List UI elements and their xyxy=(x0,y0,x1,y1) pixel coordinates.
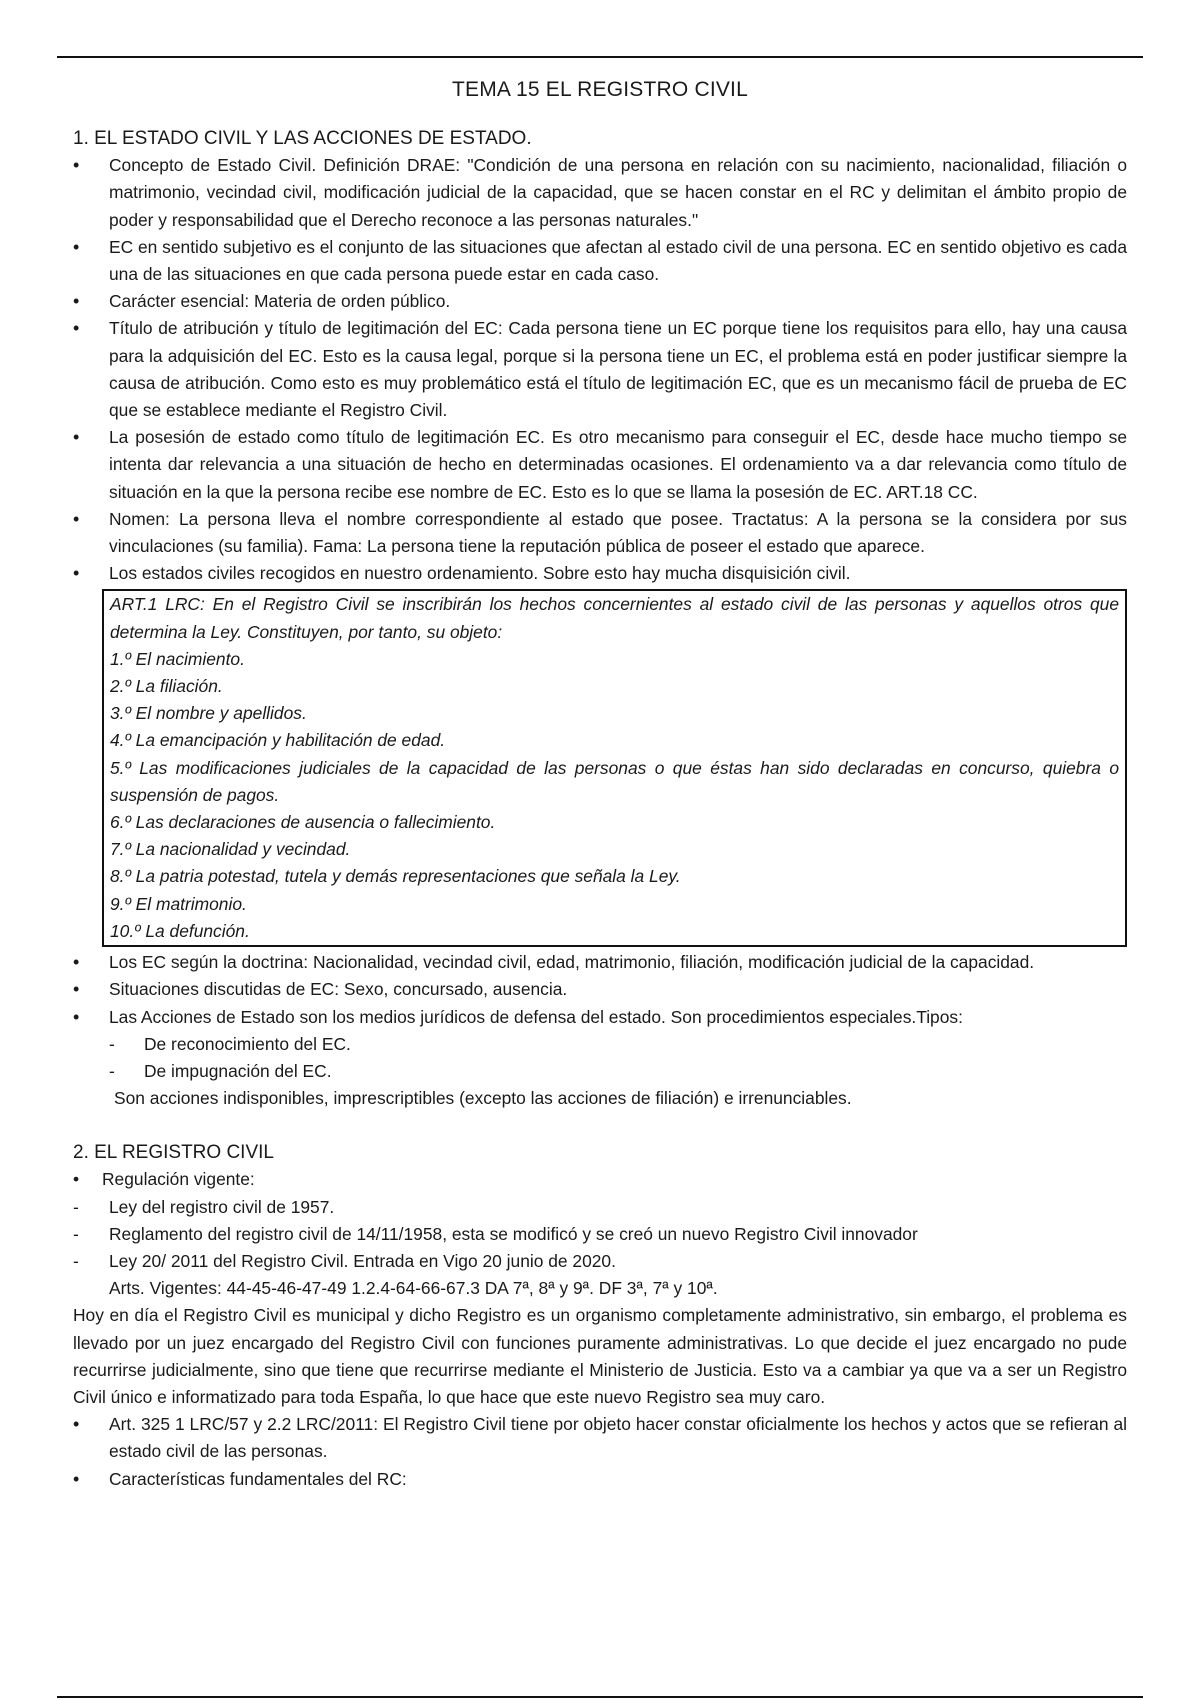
list-item: • Los estados civiles recogidos en nuestro ordenamiento. Sobre esto hay mucha disquisición civil. xyxy=(73,560,1127,587)
list-item: • EC en sentido subjetivo es el conjunto de las situaciones que afectan al estado civil de una persona. EC en sentido objetivo es cada una de las situaciones en que cada persona puede estar en cada caso. xyxy=(73,234,1127,288)
list-item: • Título de atribución y título de legitimación del EC: Cada persona tiene un EC porque tiene los requisitos para ello, hay una causa para la adquisición del EC. Esto es la causa legal, porque si la persona tiene un EC, el problema está en poder justificar siempre la causa de atribución. Como esto es muy problemático está el título de legitimación EC, que es un mecanismo fácil de prueba de EC que se establece mediante el Registro Civil. xyxy=(73,315,1127,424)
list-item: • Carácter esencial: Materia de orden público. xyxy=(73,288,1127,315)
quote-item: 3.º El nombre y apellidos. xyxy=(110,703,307,724)
list-item: • Características fundamentales del RC: xyxy=(73,1466,1127,1493)
list-item: • Situaciones discutidas de EC: Sexo, concursado, ausencia. xyxy=(73,976,1127,1003)
quote-intro: ART.1 LRC: En el Registro Civil se inscribirán los hechos concernientes al estado civil de las personas y aquellos otros que determina la Ley. Constituyen, por tanto, su objeto: xyxy=(110,594,1119,642)
list-item: • Las Acciones de Estado son los medios jurídicos de defensa del estado. Son procedimientos especiales.Tipos: xyxy=(73,1004,1127,1031)
list-item: • Concepto de Estado Civil. Definición DRAE: "Condición de una persona en relación con su nacimiento, nacionalidad, filiación o matrimonio, vecindad civil, modificación judicial de la capacidad, que se hacen constar en el RC y delimitan el ámbito propio de poder y responsabilidad que el Derecho reconoce a las personas naturales." xyxy=(73,152,1127,234)
list-item: - Ley del registro civil de 1957. xyxy=(73,1194,1127,1221)
quote-item: 5.º Las modificaciones judiciales de la capacidad de las personas o que éstas han sido declaradas en concurso, quiebra o suspensión de pagos. xyxy=(110,757,1119,805)
document-title: TEMA 15 EL REGISTRO CIVIL xyxy=(452,78,748,101)
quote-item: 6.º Las declaraciones de ausencia o fallecimiento. xyxy=(110,812,496,833)
list-item: • Nomen: La persona lleva el nombre correspondiente al estado que posee. Tractatus: A la persona se la considera por sus vinculaciones (su familia). Fama: La persona tiene la reputación pública de poseer el estado que aparece. xyxy=(73,506,1127,560)
quote-item: 7.º La nacionalidad y vecindad. xyxy=(110,839,351,860)
list-item: • Regulación vigente: xyxy=(73,1166,1127,1193)
actions-closing-note: Son acciones indisponibles, imprescriptibles (excepto las acciones de filiación) e irrenunciables. xyxy=(114,1088,852,1109)
list-item: - De impugnación del EC. xyxy=(73,1058,1127,1085)
section-1-bullet-list xyxy=(73,152,1127,587)
quote-item: 8.º La patria potestad, tutela y demás representaciones que señala la Ley. xyxy=(110,866,681,887)
quote-item: 1.º El nacimiento. xyxy=(110,648,245,669)
quote-item: 9.º El matrimonio. xyxy=(110,893,247,914)
quote-item: 2.º La filiación. xyxy=(110,676,223,697)
action-types-list xyxy=(73,1031,1127,1085)
list-item: • La posesión de estado como título de legitimación EC. Es otro mecanismo para conseguir el EC, desde hace mucho tiempo se intenta dar relevancia a una situación de hecho en determinadas ocasiones. El ordenamiento va a dar relevancia como título de situación en la que la persona recibe ese nombre de EC. Esto es lo que se llama la posesión de EC. ART.18 CC. xyxy=(73,424,1127,506)
quote-item: 10.º La defunción. xyxy=(110,920,250,941)
list-item: - Reglamento del registro civil de 14/11/1958, esta se modificó y se creó un nuevo Registro Civil innovador xyxy=(73,1221,1127,1248)
list-item: • Los EC según la doctrina: Nacionalidad, vecindad civil, edad, matrimonio, filiación, modificación judicial de la capacidad. xyxy=(73,949,1127,976)
section-1-heading: 1. EL ESTADO CIVIL Y LAS ACCIONES DE ESTADO. xyxy=(73,128,532,150)
list-item: - Ley 20/ 2011 del Registro Civil. Entrada en Vigo 20 junio de 2020. xyxy=(73,1248,1127,1275)
section-2-heading: 2. EL REGISTRO CIVIL xyxy=(73,1142,274,1164)
section-1-bullet-list-continued xyxy=(73,949,1127,1031)
header-rule xyxy=(57,56,1143,58)
quote-item: 4.º La emancipación y habilitación de edad. xyxy=(110,730,446,751)
list-item: - De reconocimiento del EC. xyxy=(73,1031,1127,1058)
regulations-list xyxy=(73,1194,1127,1276)
section-2-bullet-list xyxy=(73,1411,1127,1493)
document-page xyxy=(73,70,1127,1493)
footer-rule xyxy=(57,1696,1143,1698)
art1-lrc-quote-box xyxy=(102,589,1127,947)
registro-civil-paragraph: Hoy en día el Registro Civil es municipal y dicho Registro es un organismo completamente administrativo, sin embargo, el problema es llevado por un juez encargado del Registro Civil con funciones puramente administrativas. Lo que decide el juez encargado no pude recurrirse judicialmente, sino que tiene que recurrirse mediante el Ministerio de Justicia. Esto va a cambiar ya que va a ser un Registro Civil único e informatizado para toda España, lo que hace que este nuevo Registro sea muy caro. xyxy=(73,1305,1127,1407)
list-item: • Art. 325 1 LRC/57 y 2.2 LRC/2011: El Registro Civil tiene por objeto hacer constar oficialmente los hechos y actos que se refieran al estado civil de las personas. xyxy=(73,1411,1127,1465)
arts-vigentes: Arts. Vigentes: 44-45-46-47-49 1.2.4-64-66-67.3 DA 7ª, 8ª y 9ª. DF 3ª, 7ª y 10ª. xyxy=(109,1278,718,1299)
regulation-bullet xyxy=(73,1166,1127,1193)
